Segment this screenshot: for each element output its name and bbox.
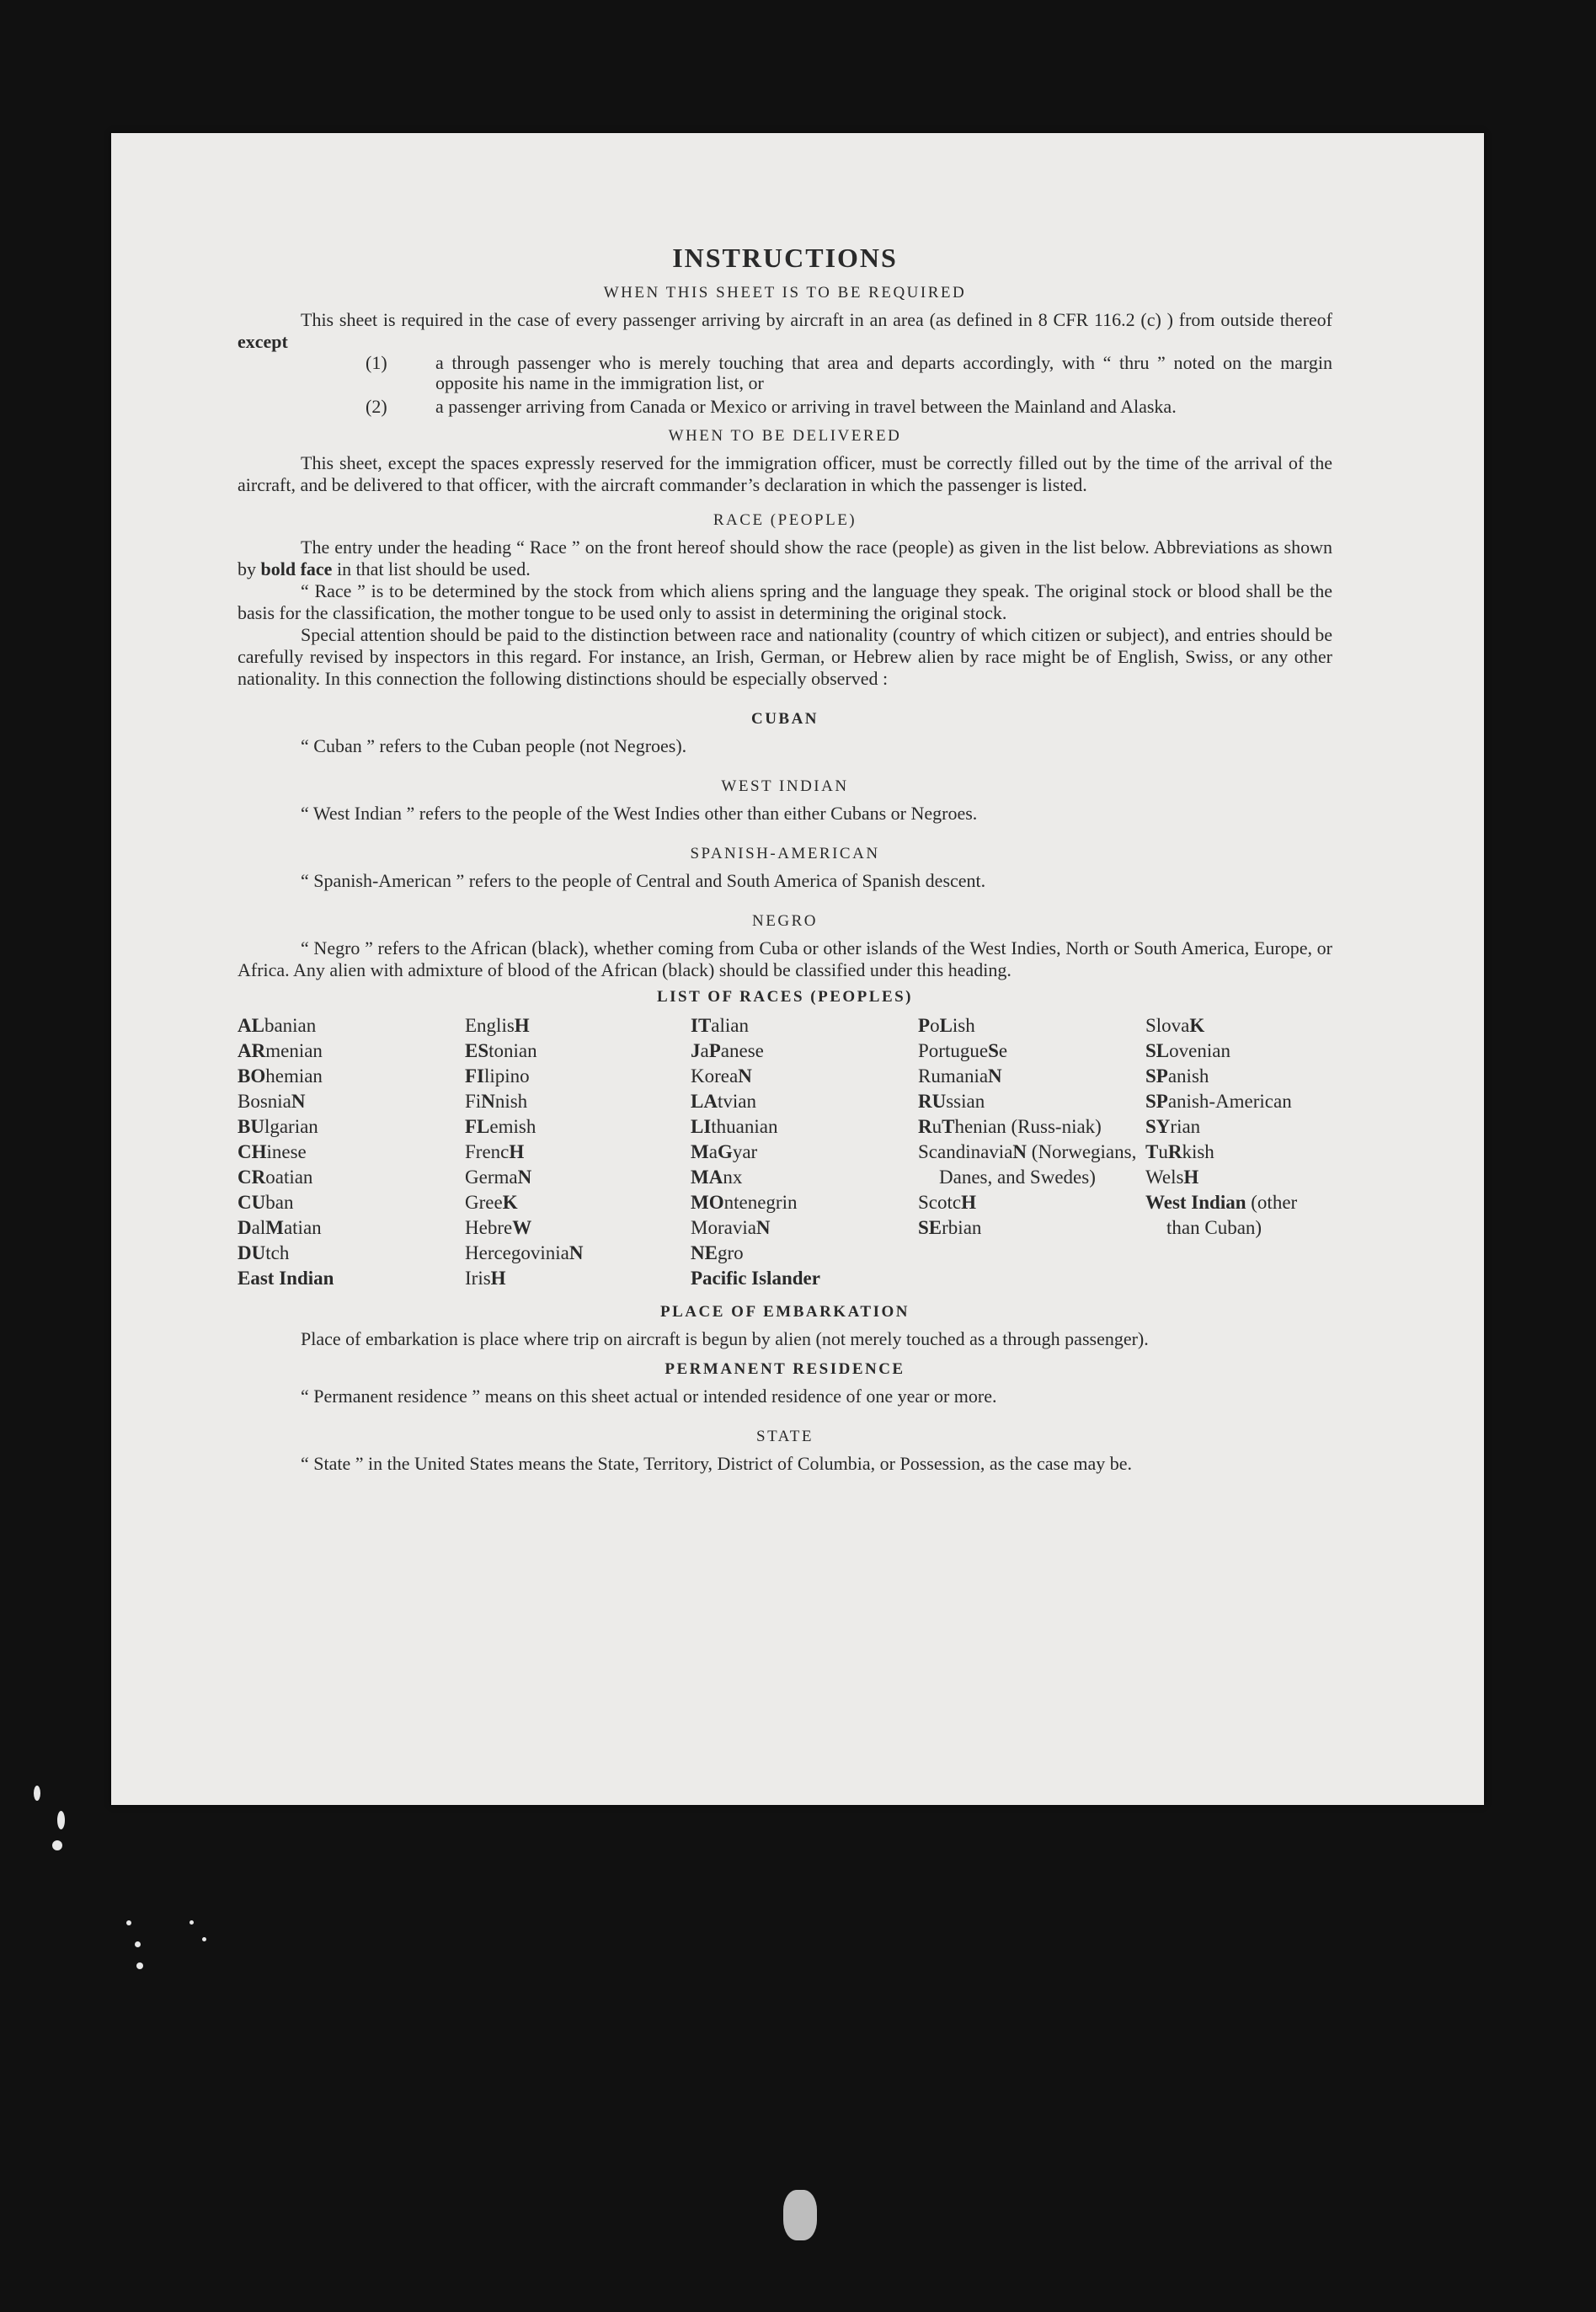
race-entry: MaGyar xyxy=(691,1141,758,1162)
spanish-american-text: “ Spanish-American ” refers to the people of Central and South America of Spanish descent. xyxy=(301,870,986,891)
race-entry: ALbanian xyxy=(238,1015,317,1036)
race-entry: ITalian xyxy=(691,1015,749,1036)
scan-speck xyxy=(52,1840,62,1850)
heading-negro: NEGRO xyxy=(752,912,818,930)
race-entry: HebreW xyxy=(465,1217,532,1238)
race-entry: CHinese xyxy=(238,1141,307,1162)
race-paragraph-3: Special attention should be paid to the distinction between race and nationality (country of which citizen or subject), and entries should be carefully revised by inspectors in this regard. For instance, an Irish, German, or Hebrew alien by race might be of English, Swiss, or any other nationality. In this connection the following distinctions should be especially observed : xyxy=(238,624,1332,689)
page-title: INSTRUCTIONS xyxy=(672,243,898,273)
races-column xyxy=(918,1013,1145,1291)
race-entry: ARmenian xyxy=(238,1040,323,1061)
race-entry: NEgro xyxy=(691,1242,744,1263)
race-entry: FIlipino xyxy=(465,1065,530,1087)
race-entry: MoraviaN xyxy=(691,1217,771,1238)
race-entry: CRoatian xyxy=(238,1167,313,1188)
scan-speck xyxy=(136,1962,143,1969)
embarkation-text: Place of embarkation is place where trip on aircraft is begun by alien (not merely touched as a through passenger). xyxy=(301,1328,1149,1349)
race-entry: TuRkish xyxy=(1145,1141,1214,1162)
races-column xyxy=(1145,1013,1332,1291)
race-entry: PortugueSe xyxy=(918,1040,1008,1061)
document-sheet xyxy=(111,133,1484,1805)
race-entry: EnglisH xyxy=(465,1015,530,1036)
race-entry: FrencH xyxy=(465,1141,525,1162)
race-entry: West Indian (other than Cuban) xyxy=(1145,1192,1298,1238)
races-column xyxy=(691,1013,918,1291)
heading-when-required: WHEN THIS SHEET IS TO BE REQUIRED xyxy=(603,284,967,302)
race-entry: SErbian xyxy=(918,1217,982,1238)
race-entry: PoLish xyxy=(918,1015,975,1036)
heading-place-of-embarkation: PLACE OF EMBARKATION xyxy=(660,1303,910,1321)
scan-speck xyxy=(126,1920,131,1925)
race-entry: DUtch xyxy=(238,1242,290,1263)
heading-permanent-residence: PERMANENT RESIDENCE xyxy=(665,1360,905,1378)
scan-speck xyxy=(783,2190,817,2240)
heading-cuban: CUBAN xyxy=(750,710,819,728)
race-entry: CUban xyxy=(238,1192,294,1213)
when-delivered-text: This sheet, except the spaces expressly reserved for the immigration officer, must be correctly filled out by the time of the arrival of the aircraft, and be delivered to that officer, with the aircraft commander’s declaration in which the passenger is listed. xyxy=(238,452,1332,495)
race-entry: BOhemian xyxy=(238,1065,323,1087)
race-entry: WelsH xyxy=(1145,1167,1199,1188)
race-entry: LIthuanian xyxy=(691,1116,778,1137)
heading-west-indian: WEST INDIAN xyxy=(721,777,849,795)
race-entry: SlovaK xyxy=(1145,1015,1205,1036)
heading-spanish-american: SPANISH-AMERICAN xyxy=(690,845,880,862)
race-entry: SPanish xyxy=(1145,1065,1209,1087)
when-required-intro: This sheet is required in the case of every passenger arriving by aircraft in an area (as defined in 8 CFR 116.2 (c) ) from outside thereof except xyxy=(238,309,1332,352)
heading-race: RACE (PEOPLE) xyxy=(713,511,857,529)
residence-text: “ Permanent residence ” means on this sheet actual or intended residence of one year or more. xyxy=(301,1386,997,1407)
exception-item-1: (1) a through passenger who is merely touching that area and departs accordingly, with “ thru ” noted on the margin opposite his name in the immigration list, or xyxy=(366,352,1332,393)
race-entry: GermaN xyxy=(465,1167,532,1188)
races-column xyxy=(238,1013,465,1291)
race-entry: KoreaN xyxy=(691,1065,752,1087)
instructions-content xyxy=(238,243,1332,1475)
race-entry: RumaniaN xyxy=(918,1065,1002,1087)
race-entry: SLovenian xyxy=(1145,1040,1230,1061)
race-entry: MOntenegrin xyxy=(691,1192,798,1213)
exception-item-2: (2) a passenger arriving from Canada or Mexico or arriving in travel between the Mainland and Alaska. xyxy=(366,396,1177,417)
race-entry: ScotcH xyxy=(918,1192,976,1213)
race-entry: BUlgarian xyxy=(238,1116,318,1137)
cuban-text: “ Cuban ” refers to the Cuban people (not Negroes). xyxy=(301,735,687,756)
state-text: “ State ” in the United States means the State, Territory, District of Columbia, or Possession, as the case may be. xyxy=(301,1453,1133,1474)
heading-when-delivered: WHEN TO BE DELIVERED xyxy=(668,427,902,445)
race-entry: SYrian xyxy=(1145,1116,1201,1137)
race-entry: JaPanese xyxy=(691,1040,764,1061)
race-paragraph-1: The entry under the heading “ Race ” on the front hereof should show the race (people) as given in the list below. Abbreviations as shown by bold face in that list should be used. xyxy=(238,537,1332,579)
race-entry: HercegoviniaN xyxy=(465,1242,584,1263)
race-entry: FiNnish xyxy=(465,1091,528,1112)
race-entry: SPanish-American xyxy=(1145,1091,1292,1112)
race-entry: BosniaN xyxy=(238,1091,306,1112)
race-entry: RUssian xyxy=(918,1091,985,1112)
race-entry: DalMatian xyxy=(238,1217,322,1238)
races-list xyxy=(238,1013,1332,1291)
race-entry: MAnx xyxy=(691,1167,743,1188)
scan-speck xyxy=(189,1920,194,1925)
races-column xyxy=(465,1013,691,1291)
race-entry: Pacific Islander xyxy=(691,1268,820,1289)
race-entry: FLemish xyxy=(465,1116,536,1137)
race-entry: ScandinaviaN (Norwegians, Danes, and Swedes) xyxy=(918,1141,1137,1188)
race-entry: GreeK xyxy=(465,1192,518,1213)
scan-speck xyxy=(202,1937,206,1941)
heading-list-of-races: LIST OF RACES (PEOPLES) xyxy=(656,988,914,1006)
race-entry: LAtvian xyxy=(691,1091,756,1112)
race-paragraph-2: “ Race ” is to be determined by the stock from which aliens spring and the language they speak. The original stock or blood shall be the basis for the classification, the mother tongue to be used only to assist in determining the original stock. xyxy=(238,580,1332,623)
west-indian-text: “ West Indian ” refers to the people of the West Indies other than either Cubans or Negroes. xyxy=(301,803,978,824)
scan-speck xyxy=(57,1811,65,1829)
negro-text: “ Negro ” refers to the African (black), whether coming from Cuba or other islands of the West Indies, North or South America, Europe, or Africa. Any alien with admixture of blood of the African (black) should be classified under this heading. xyxy=(238,937,1332,980)
race-entry: EStonian xyxy=(465,1040,537,1061)
scan-speck xyxy=(34,1786,40,1801)
race-entry: RuThenian (Russ-niak) xyxy=(918,1116,1102,1137)
heading-state: STATE xyxy=(756,1428,814,1445)
race-entry: IrisH xyxy=(465,1268,506,1289)
race-entry: East Indian xyxy=(238,1268,334,1289)
scan-speck xyxy=(135,1941,141,1947)
